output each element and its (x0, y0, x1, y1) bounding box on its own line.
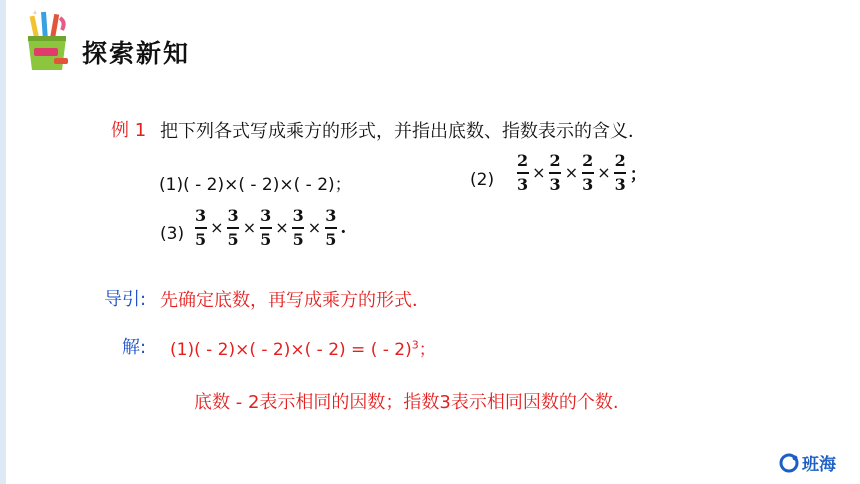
fraction-denominator: 3 (614, 174, 626, 194)
guide-label: 导引: (104, 289, 147, 310)
solution-expression (170, 335, 436, 360)
fraction (614, 152, 627, 194)
fraction-numerator: 2 (517, 151, 529, 170)
times-operator: × (307, 218, 322, 238)
fraction (194, 207, 207, 249)
solution-explanation: 底数 - 2表示相同的因数；指数3表示相同因数的个数. (194, 392, 619, 413)
fraction-numerator: 3 (325, 206, 337, 225)
example-label: 例 1 (111, 120, 147, 141)
solution-exponent: 3 (411, 338, 419, 352)
fraction-bar (549, 172, 561, 174)
fraction-bar (325, 227, 337, 229)
fraction-numerator: 3 (292, 206, 304, 225)
fraction-numerator: 3 (195, 206, 207, 225)
times-operator: × (532, 163, 546, 183)
fraction-denominator: 5 (195, 229, 207, 249)
left-accent-bar (0, 0, 6, 484)
fraction-bar (195, 227, 207, 229)
problem-2-label: (2) (470, 170, 495, 190)
fraction-numerator: 2 (614, 151, 626, 170)
fraction-bar (582, 172, 594, 174)
pencil-cup-icon (20, 10, 74, 74)
fraction-denominator: 5 (325, 229, 337, 249)
fraction-bar (227, 227, 239, 229)
fraction (324, 207, 337, 249)
fraction-denominator: 3 (582, 174, 594, 194)
fraction (259, 207, 272, 249)
fraction-denominator: 5 (227, 229, 239, 249)
solution-label: 解: (122, 337, 147, 358)
fraction (292, 207, 305, 249)
problem-3-label: (3) (160, 224, 185, 244)
banhai-logo-icon (778, 452, 800, 474)
times-operator: × (597, 163, 611, 183)
example-instruction: 把下列各式写成乘方的形式，并指出底数、指数表示的含义． (160, 121, 646, 142)
terminator: ； (629, 165, 647, 186)
fraction-denominator: 3 (517, 174, 529, 194)
solution-expression-tail: ； (418, 340, 436, 360)
fraction-bar (260, 227, 272, 229)
fraction-denominator: 5 (292, 229, 304, 249)
fraction-bar (517, 172, 529, 174)
fraction (227, 207, 240, 249)
solution-expression-main: (1)( - 2)×( - 2)×( - 2) = ( - 2) (170, 340, 412, 360)
fraction (516, 152, 529, 194)
page-title: 探索新知 (82, 39, 191, 68)
fraction (581, 152, 594, 194)
fraction-numerator: 3 (227, 206, 239, 225)
problem-3-expression (193, 207, 346, 249)
fraction-numerator: 2 (549, 151, 561, 170)
fraction-bar (614, 172, 626, 174)
fraction-denominator: 5 (260, 229, 272, 249)
guide-text: 先确定底数，再写成乘方的形式． (160, 290, 430, 311)
times-operator: × (275, 218, 289, 238)
times-operator: × (242, 218, 257, 238)
fraction-numerator: 3 (260, 206, 272, 225)
times-operator: × (564, 163, 579, 183)
brand-text: 班海 (802, 455, 836, 475)
problem-1: (1)( - 2)×( - 2)×( - 2)； (159, 175, 352, 195)
fraction-denominator: 3 (549, 174, 561, 194)
brand-logo (778, 450, 836, 475)
times-operator: × (210, 218, 224, 238)
problem-2-expression (515, 152, 647, 194)
terminator: . (340, 217, 347, 238)
fraction (549, 152, 562, 194)
fraction-numerator: 2 (582, 151, 594, 170)
fraction-bar (292, 227, 304, 229)
